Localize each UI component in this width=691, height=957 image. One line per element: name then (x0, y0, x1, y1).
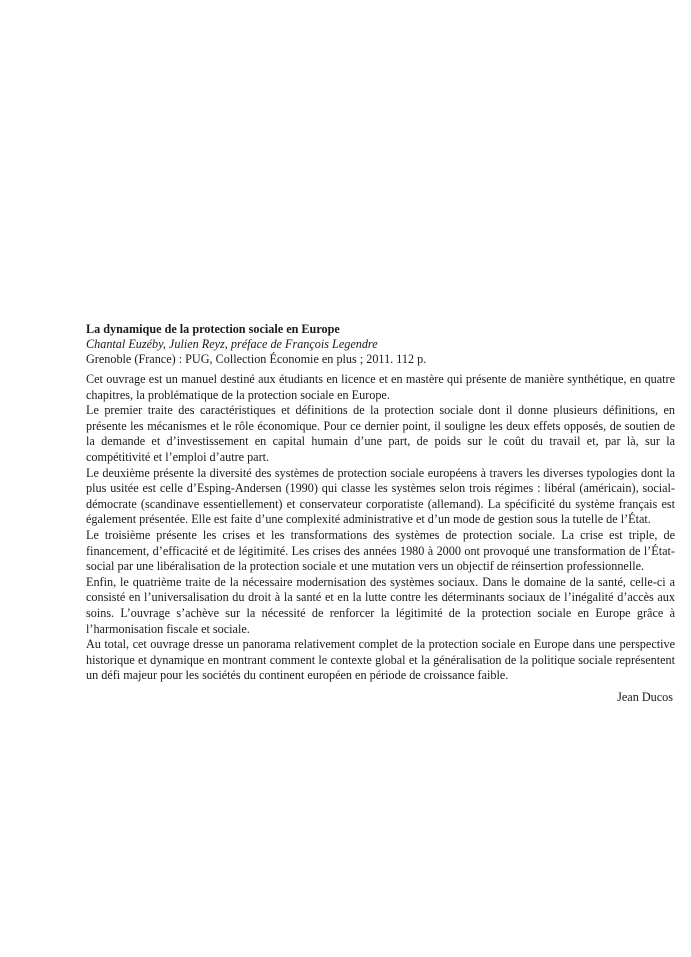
paragraph-chapter-2: Le deuxième présente la diversité des systèmes de protection sociale européens à travers les diverses typologies dont la plus usitée est celle d’Esping-Andersen (1990) qui classe les systèmes selon trois régimes : libéral (américain), social-démocrate (scandinave essentiellement) et conservateur corporatiste (allemand). La spécificité du système français est également présentée. Elle est faite d’une complexité administrative et d’un mode de gestion sous la tutelle de l’État. (86, 465, 675, 527)
reviewer-signature: Jean Ducos (617, 689, 673, 704)
review-publisher: Grenoble (France) : PUG, Collection Économie en plus ; 2011. 112 p. (86, 352, 427, 366)
paragraph-conclusion: Au total, cet ouvrage dresse un panorama relativement complet de la protection sociale en Europe dans une perspective historique et dynamique en montrant comment le contexte global et la généralisation de la politique sociale représentent un défi majeur pour les sociétés du continent européen en période de croissance faible. (86, 637, 675, 683)
paragraph-chapter-3: Le troisième présente les crises et les transformations des systèmes de protection sociale. La crise est triple, de financement, d’efficacité et de légitimité. Les crises des années 1980 à 2000 ont provoqué une transformation de l’État-social par une libéralisation de la protection sociale et une mutation vers un objectif de réinsertion professionnelle. (86, 527, 675, 574)
paragraph-intro: Cet ouvrage est un manuel destiné aux étudiants en licence et en mastère qui présente de manière synthétique, en quatre chapitres, la problématique de la protection sociale en Europe. (86, 372, 675, 402)
paragraph-chapter-1: Le premier traite des caractéristiques et définitions de la protection sociale dont il donne plusieurs définitions, en présente les mécanismes et le rôle économique. Pour ce dernier point, il souligne les deux effets opposés, de soutien de la demande et d’investissement en capital humain d’une part, de poids sur le coût du travail et, par là, sur la compétitivité et l’emploi d’autre part. (86, 403, 675, 464)
review-title: La dynamique de la protection sociale en Europe (86, 322, 340, 336)
paragraph-chapter-4: Enfin, le quatrième traite de la nécessaire modernisation des systèmes sociaux. Dans le domaine de la santé, celle-ci a consisté en l’universalisation du droit à la santé et en la lutte contre les déterminants sociaux de l’inégalité d’accès aux soins. L’ouvrage s’achève sur la nécessité de renforcer la légitimité de la protection sociale en Europe grâce à l’harmonisation fiscale et sociale. (86, 574, 675, 636)
review-authors: Chantal Euzéby, Julien Reyz, préface de François Legendre (86, 337, 378, 351)
book-review (86, 322, 675, 705)
